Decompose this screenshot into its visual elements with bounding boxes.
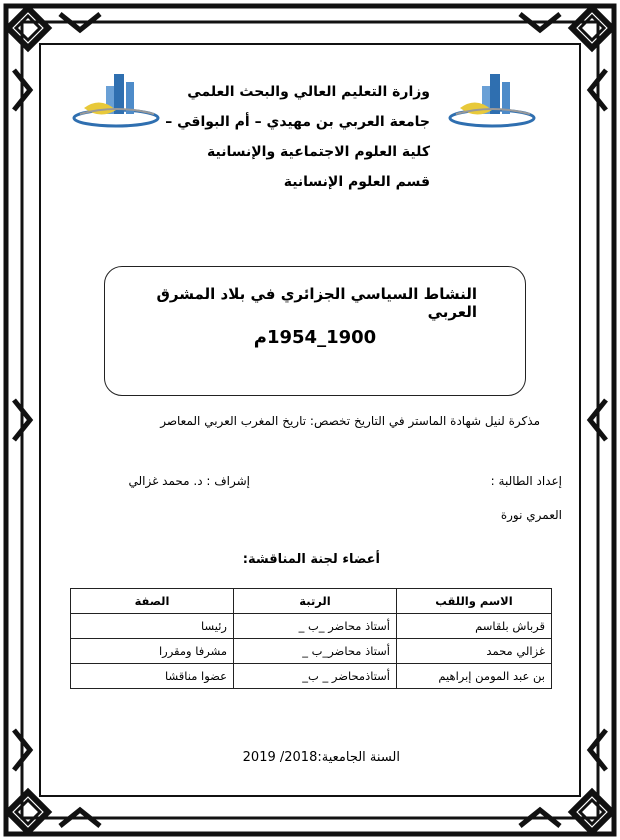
thesis-period: 1900_1954م <box>253 327 377 348</box>
table-row <box>71 614 552 639</box>
academic-year: السنة الجامعية:2018/ 2019 <box>242 750 400 765</box>
column-header: الاسم واللقب <box>397 589 552 614</box>
thesis-title-box <box>104 266 526 396</box>
committee-table <box>70 588 552 689</box>
supervisor-line: إشراف : د. محمد غزالي <box>128 474 250 488</box>
member-role: رئيسا <box>71 614 234 639</box>
member-name: قرباش بلقاسم <box>397 614 552 639</box>
member-role: مشرفا ومقررا <box>71 639 234 664</box>
university-logo-left <box>70 68 162 132</box>
member-name: غزالي محمد <box>397 639 552 664</box>
table-row <box>71 664 552 689</box>
ministry-line: وزارة التعليم العالي والبحث العلمي <box>187 84 430 100</box>
member-rank: أستاذمحاضر _ ب_ <box>234 664 397 689</box>
member-role: عضوا مناقشا <box>71 664 234 689</box>
member-rank: أستاذ محاضر_ب _ <box>234 639 397 664</box>
column-header: الصفة <box>71 589 234 614</box>
university-logo-right <box>446 68 538 132</box>
student-label: إعداد الطالبة : <box>490 474 562 488</box>
member-name: بن عبد المومن إبراهيم <box>397 664 552 689</box>
university-line: جامعة العربي بن مهيدي – أم البواقي – <box>165 114 430 130</box>
student-name: العمري نورة <box>500 508 562 522</box>
degree-description: مذكرة لنيل شهادة الماستر في التاريخ تخصص: تاريخ المغرب العربي المعاصر <box>160 414 540 428</box>
table-header-row <box>71 589 552 614</box>
committee-heading: أعضاء لجنة المناقشة: <box>242 552 380 567</box>
table-row <box>71 639 552 664</box>
department-line: قسم العلوم الإنسانية <box>283 174 430 190</box>
column-header: الرتبة <box>234 589 397 614</box>
institution-header <box>150 80 430 200</box>
thesis-title: النشاط السياسي الجزائري في بلاد المشرق العربي <box>156 285 477 321</box>
faculty-line: كلية العلوم الاجتماعية والإنسانية <box>207 144 430 160</box>
member-rank: أستاذ محاضر _ب _ <box>234 614 397 639</box>
